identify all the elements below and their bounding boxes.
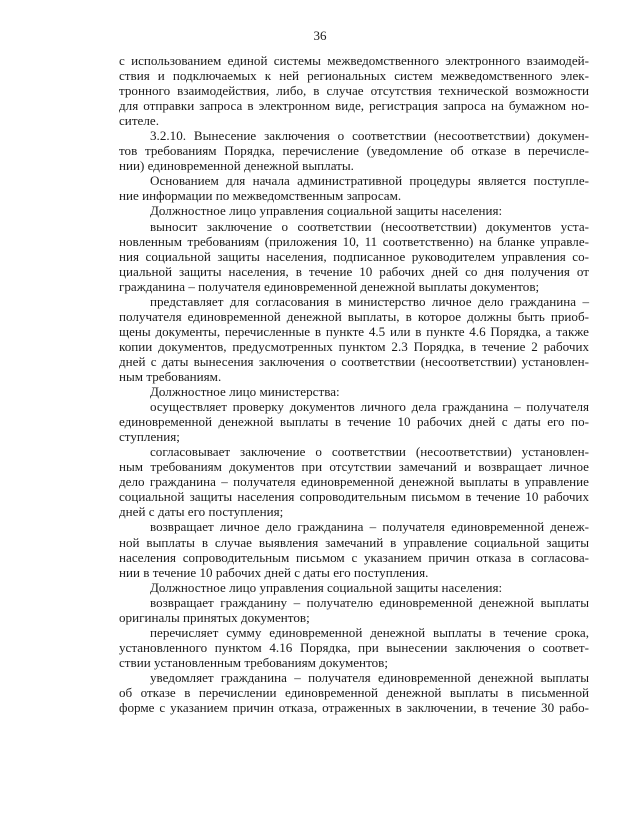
text-line: ной выплаты в случае выявления замечаний в управление социальной защиты: [119, 534, 589, 550]
text-line: ние информации по межведомственным запросам.: [119, 188, 402, 204]
text-line: социальной защиты населения сопроводительным письмом в течение 10 рабочих: [119, 489, 589, 505]
text-line: об отказе в перечислении единовременной денежной выплаты в письменной: [119, 684, 589, 700]
text-line: оригиналы принятых документов;: [119, 609, 310, 625]
text-line: ния социальной защиты населения, подписанное руководителем управления со-: [119, 248, 589, 264]
text-line: возвращает личное дело гражданина – получателя единовременной денеж-: [150, 519, 589, 535]
text-line: получателя единовременной денежной выплаты, в которое должны быть приоб-: [119, 308, 589, 324]
text-line: ствия и подключаемых к ней региональных систем межведомственного элек-: [119, 68, 589, 84]
text-line: Основанием для начала административной процедуры является поступле-: [150, 173, 589, 189]
text-line: Должностное лицо министерства:: [150, 384, 340, 400]
text-line: представляет для согласования в министерство личное дело гражданина –: [150, 293, 589, 309]
text-line: уведомляет гражданина – получателя единовременной денежной выплаты: [150, 669, 589, 685]
text-line: населения сопроводительным письмом с указанием причин отказа в согласова-: [119, 549, 589, 565]
text-line: сителе.: [119, 113, 159, 129]
text-line: 3.2.10. Вынесение заключения о соответствии (несоответствии) докумен-: [150, 128, 589, 144]
text-line: для отправки запроса в электронном виде, регистрация запроса на бумажном но-: [119, 98, 589, 114]
text-line: дней с даты вынесения заключения о соответствии (несоответствии) установлен-: [119, 353, 589, 369]
text-line: гражданина – получателя единовременной денежной выплаты документов;: [119, 278, 540, 294]
text-line: Должностное лицо управления социальной защиты населения:: [150, 579, 503, 595]
text-line: единовременной денежной выплаты в течение 10 рабочих дней с даты его по-: [119, 414, 589, 430]
text-line: перечисляет сумму единовременной денежной выплаты в течение срока,: [150, 624, 589, 640]
text-line: с использованием единой системы межведомственного электронного взаимодей-: [119, 53, 589, 68]
text-line: возвращает гражданину – получателю единовременной денежной выплаты: [150, 594, 589, 610]
text-line: осуществляет проверку документов личного дела гражданина – получателя: [150, 399, 589, 415]
text-line: Должностное лицо управления социальной защиты населения:: [150, 203, 503, 219]
text-line: нии) единовременной денежной выплаты.: [119, 158, 354, 174]
page-number: 36: [313, 28, 327, 43]
text-line: установленного пунктом 4.16 Порядка, при вынесении заключения о соответ-: [119, 639, 589, 655]
text-line: циальной защиты населения, в течение 10 рабочих дней со дня получения от: [119, 263, 589, 279]
document-body-text: [119, 53, 589, 715]
text-line: выносит заключение о соответствии (несоответствии) документов уста-: [150, 218, 589, 234]
text-line: нии в течение 10 рабочих дней с даты его поступления.: [119, 564, 429, 580]
text-line: тронного взаимодействия, либо, в случае отсутствия технической возможности: [119, 83, 589, 99]
text-line: согласовывает заключение о соответствии (несоответствии) установлен-: [150, 444, 589, 460]
text-line: дней с даты его поступления;: [119, 504, 284, 520]
text-line: тов требованиям Порядка, перечисление (уведомление об отказе в перечисле-: [119, 143, 589, 159]
text-line: щены документы, перечисленные в пункте 4.5 или в пункте 4.6 Порядка, а также: [119, 323, 589, 339]
text-line: ным требованиям документов при отсутствии замечаний и возвращает личное: [119, 459, 589, 475]
text-line: дело гражданина – получателя единовременной денежной выплаты в управление: [119, 474, 589, 490]
text-line: ступления;: [119, 429, 180, 445]
text-line: форме с указанием причин отказа, отраженных в заключении, в течение 30 рабо-: [119, 700, 589, 716]
text-line: новленным требованиям (приложения 10, 11 соответственно) на бланке управле-: [119, 233, 589, 249]
text-line: ным требованиям.: [119, 368, 222, 384]
text-line: копии документов, предусмотренных пунктом 2.3 Порядка, в течение 2 рабочих: [119, 338, 589, 354]
text-line: ствии установленным требованиям документов;: [119, 654, 388, 670]
